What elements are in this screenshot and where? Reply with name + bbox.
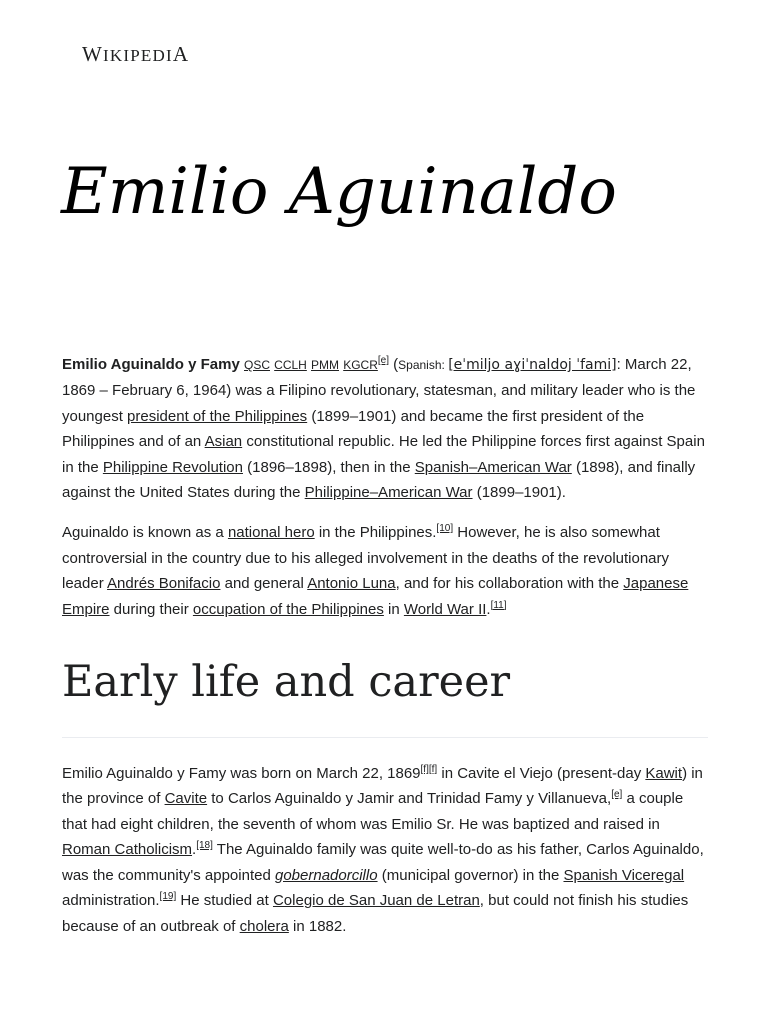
link-philippine-american-war[interactable]: Philippine–American War xyxy=(304,484,473,502)
intro-paragraph xyxy=(62,352,708,505)
link-philippine-revolution[interactable]: Philippine Revolution xyxy=(102,458,243,476)
logo-wordmark: WIKIPEDIA xyxy=(82,42,190,66)
honorific-kgcr[interactable]: KGCR xyxy=(343,358,378,372)
link-gobernadorcillo[interactable]: gobernadorcillo xyxy=(274,866,378,884)
text: (1898), and finally against the United States during the xyxy=(62,458,696,502)
text: He studied at xyxy=(176,892,273,910)
text: to Carlos Aguinaldo y Jamir and Trinidad Famy y Villanueva, xyxy=(207,790,612,808)
note-f-link[interactable]: [f][f] xyxy=(420,764,438,776)
text: Aguinaldo is known as a xyxy=(62,524,228,542)
text: , but could not finish his studies because of an outbreak of xyxy=(62,892,689,935)
early-life-paragraph xyxy=(62,761,708,939)
link-asian[interactable]: Asian xyxy=(204,433,243,451)
link-spanish-viceregal[interactable]: Spanish Viceregal xyxy=(563,866,685,884)
text: The Aguinaldo family was quite well-to-do as his father, Carlos Aguinaldo, was the community's appointed xyxy=(62,841,704,884)
page-title: Emilio Aguinaldo xyxy=(61,155,617,229)
subject-name: Emilio Aguinaldo y Famy xyxy=(62,356,240,373)
text: ( xyxy=(388,356,399,373)
link-cholera[interactable]: cholera xyxy=(239,917,289,935)
ipa-pronunciation-link[interactable]: [eˈmiljo aɣiˈnaldoj ˈfami] xyxy=(448,357,617,373)
link-president[interactable]: president of the Philippines xyxy=(127,407,308,425)
text: (1896–1898), then in the xyxy=(242,458,415,476)
text: administration. xyxy=(62,892,160,910)
link-roman-catholicism[interactable]: Roman Catholicism xyxy=(62,841,193,859)
honorific-cclh[interactable]: CCLH xyxy=(274,358,307,372)
link-antonio-luna[interactable]: Antonio Luna xyxy=(307,575,396,593)
text: Emilio Aguinaldo y Famy was born on March 22, 1869 xyxy=(62,765,421,783)
text: in 1882. xyxy=(288,917,347,935)
text: , and for his collaboration with the xyxy=(395,575,624,593)
honorific-qsc[interactable]: QSC xyxy=(243,358,270,372)
ref-10-link[interactable]: [10] xyxy=(436,523,454,535)
wikipedia-logo[interactable] xyxy=(82,42,189,67)
text: constitutional republic. He led the Philippine forces first against Spain in the xyxy=(62,433,705,476)
note-e-link-2[interactable]: [e] xyxy=(611,789,623,801)
ref-19-link[interactable]: [19] xyxy=(159,891,177,903)
link-spanish-american-war[interactable]: Spanish–American War xyxy=(414,458,572,476)
second-paragraph xyxy=(62,520,708,622)
link-colegio-letran[interactable]: Colegio de San Juan de Letran xyxy=(272,892,480,910)
text: during their xyxy=(109,600,193,618)
honorific-pmm[interactable]: PMM xyxy=(311,358,340,372)
text: in Cavite el Viejo (present-day xyxy=(437,765,646,783)
link-kawit[interactable]: Kawit xyxy=(645,765,683,783)
link-world-war-ii[interactable]: World War II xyxy=(403,600,487,618)
spanish-label: Spanish: xyxy=(398,358,449,372)
text: in the Philippines. xyxy=(314,524,437,542)
section-heading-early-life[interactable]: Early life and career xyxy=(62,655,708,738)
text: ) in the province of xyxy=(62,765,703,808)
ref-18-link[interactable]: [18] xyxy=(196,840,213,852)
text: . xyxy=(486,600,491,618)
text: (1899–1901). xyxy=(472,484,566,502)
link-national-hero[interactable]: national hero xyxy=(227,524,315,542)
ref-11-link[interactable]: [11] xyxy=(490,599,507,611)
link-andres-bonifacio[interactable]: Andrés Bonifacio xyxy=(107,575,221,593)
note-e-link[interactable]: [e] xyxy=(377,355,389,366)
text: a couple that had eight children, the seventh of whom was Emilio Sr. He was baptized and raised in xyxy=(62,790,684,833)
link-japanese-empire[interactable]: Japanese Empire xyxy=(62,575,689,618)
text: . xyxy=(192,841,197,859)
article-body xyxy=(62,352,708,954)
text: However, he is also somewhat controversial in the country due to his alleged involvement in the deaths of the revolutionary leader xyxy=(62,524,670,593)
text: and general xyxy=(220,575,308,593)
text: (1899–1901) and became the first president of the Philippines and of an xyxy=(62,407,645,451)
text: : March 22, 1869 – February 6, 1964) was a Filipino revolutionary, statesman, and military leader who is the youngest xyxy=(62,356,696,425)
text: (municipal governor) in the xyxy=(377,866,564,884)
link-occupation[interactable]: occupation of the Philippines xyxy=(192,600,384,618)
text: in xyxy=(383,600,404,618)
link-cavite[interactable]: Cavite xyxy=(164,790,208,808)
